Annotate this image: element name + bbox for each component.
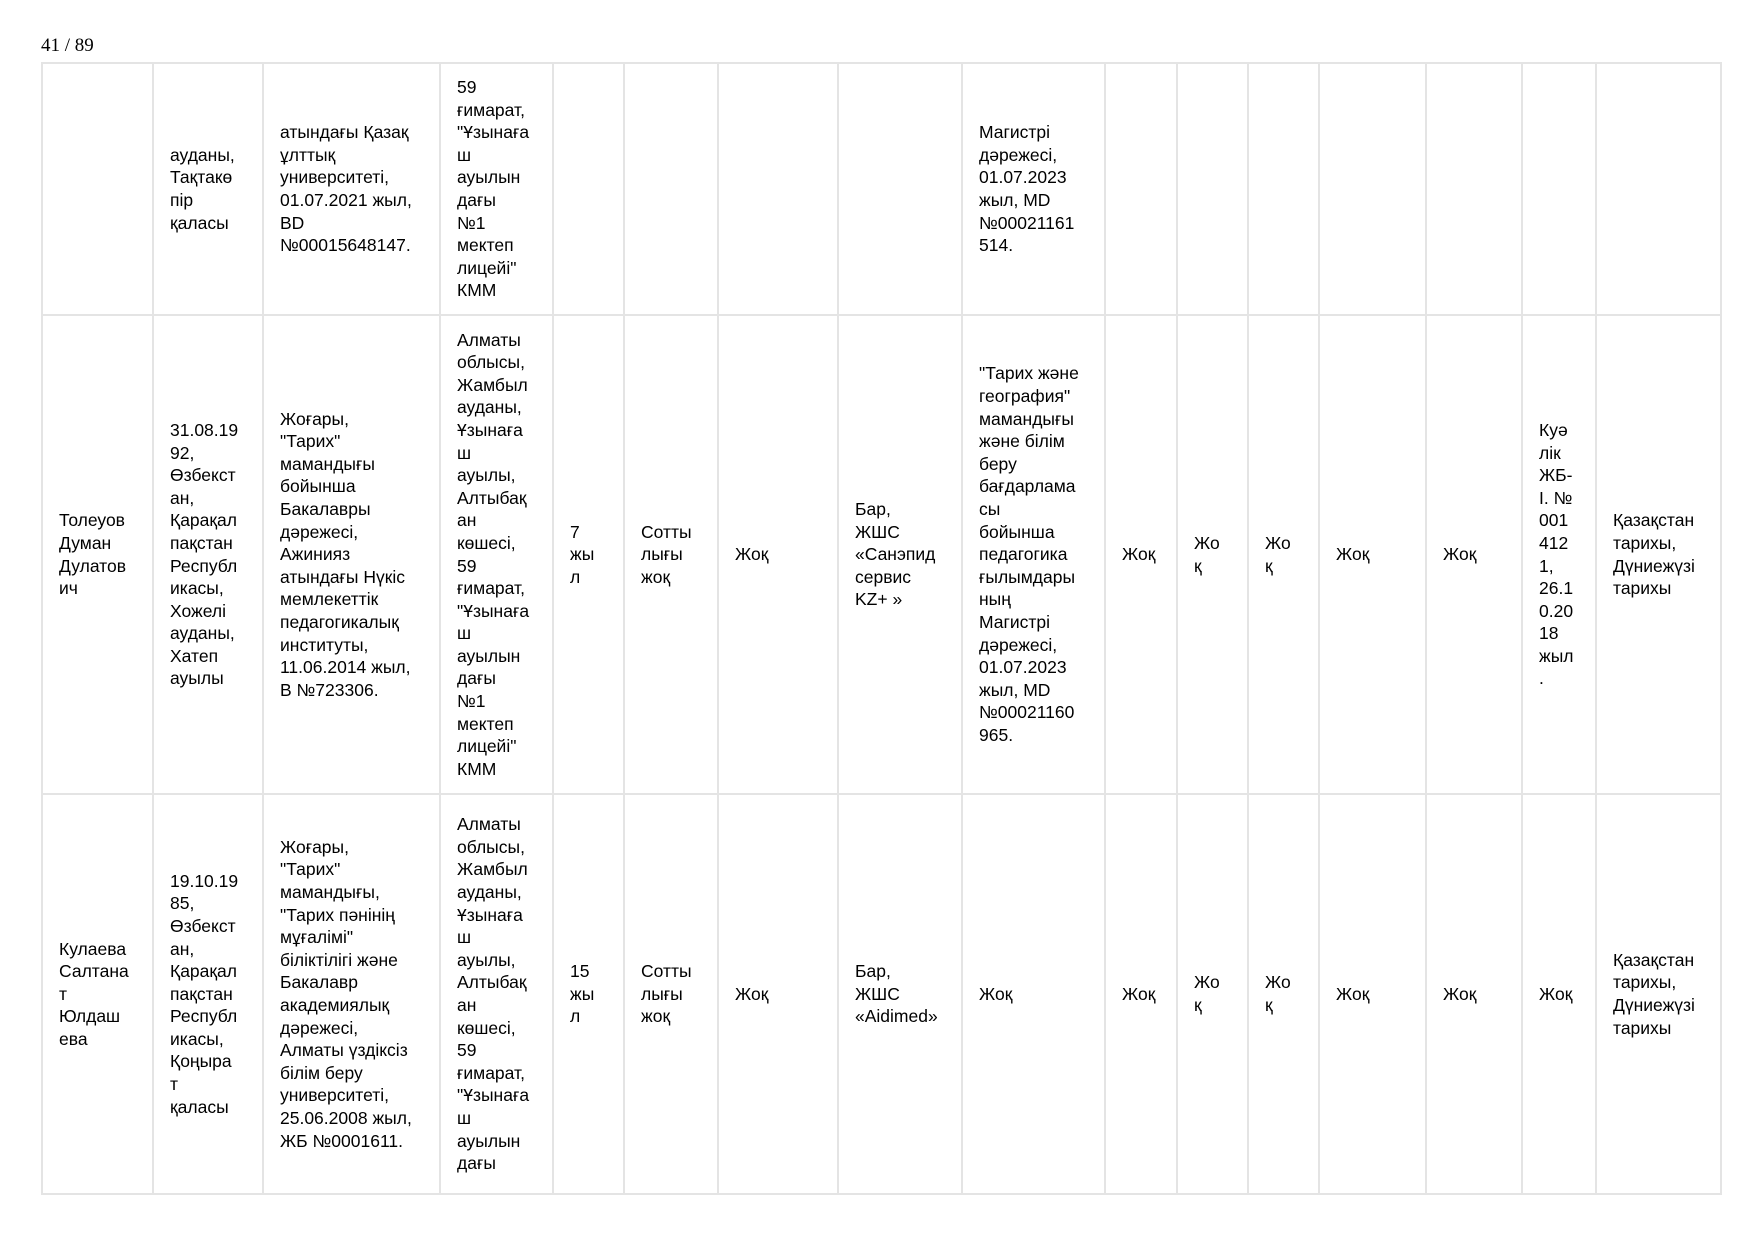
table-cell xyxy=(1596,63,1721,315)
table-cell: Алматы облысы, Жамбыл ауданы, Ұзынаға ш ауылы, Алтыбақ ан көшесі, 59 ғимарат, "Ұзынаға ш ауылын дағы xyxy=(440,794,553,1194)
table-cell: Сотты лығы жоқ xyxy=(624,794,718,1194)
table-cell: Жоқ xyxy=(718,315,838,794)
table-row xyxy=(42,315,1721,794)
page-indicator: 41 / 89 xyxy=(41,35,94,56)
table-cell: Қазақстан тарихы, Дүниежүзі тарихы xyxy=(1596,794,1721,1194)
table-row xyxy=(42,794,1721,1194)
table-cell: Жо қ xyxy=(1248,794,1319,1194)
table-cell xyxy=(718,63,838,315)
table-cell: атындағы Қазақ ұлттық университеті, 01.07.2021 жыл, BD №00015648147. xyxy=(263,63,440,315)
table-cell: Жоқ xyxy=(1105,315,1177,794)
table-cell: Жо қ xyxy=(1177,794,1248,1194)
table-cell: Кулаева Салтана т Юлдаш ева xyxy=(42,794,153,1194)
table-cell: Куә лік ЖБ- I. № 001 412 1, 26.1 0.20 18 жыл . xyxy=(1522,315,1596,794)
table-cell: Жоқ xyxy=(718,794,838,1194)
table-cell xyxy=(1177,63,1248,315)
table-cell: Жо қ xyxy=(1177,315,1248,794)
table-cell: Жоқ xyxy=(1522,794,1596,1194)
table-cell: 15 жы л xyxy=(553,794,624,1194)
table-cell xyxy=(1426,63,1522,315)
table-cell xyxy=(553,63,624,315)
table-cell: 31.08.19 92, Өзбекст ан, Қарақал пақстан Республ икасы, Хожелі ауданы, Хатеп ауылы xyxy=(153,315,263,794)
table-cell: Толеуов Думан Дулатов ич xyxy=(42,315,153,794)
table-cell: Алматы облысы, Жамбыл ауданы, Ұзынаға ш ауылы, Алтыбақ ан көшесі, 59 ғимарат, "Ұзынаға ш ауылын дағы №1 мектеп лицейі" КММ xyxy=(440,315,553,794)
staff-table xyxy=(41,62,1722,1195)
table-row xyxy=(42,63,1721,315)
table-cell: Бар, ЖШС «Aidimed» xyxy=(838,794,962,1194)
table-cell: 7 жы л xyxy=(553,315,624,794)
table-cell: Жоғары, "Тарих" мамандығы, "Тарих пәнінің мұғалімі" біліктілігі және Бакалавр академиялық дәрежесі, Алматы үздіксіз білім беру университеті, 25.06.2008 жыл, ЖБ №0001611. xyxy=(263,794,440,1194)
table-cell xyxy=(1522,63,1596,315)
table-cell: Жоқ xyxy=(1319,315,1426,794)
table-cell: Жоқ xyxy=(1426,315,1522,794)
table-cell: Сотты лығы жоқ xyxy=(624,315,718,794)
table-cell: ауданы, Тақтакө пір қаласы xyxy=(153,63,263,315)
table-cell: Жоқ xyxy=(1319,794,1426,1194)
table-cell xyxy=(1248,63,1319,315)
table-cell: 59 ғимарат, "Ұзынаға ш ауылын дағы №1 мектеп лицейі" КММ xyxy=(440,63,553,315)
table-cell: Бар, ЖШС «Санэпид сервис KZ+ » xyxy=(838,315,962,794)
table-cell xyxy=(838,63,962,315)
table-cell: Қазақстан тарихы, Дүниежүзі тарихы xyxy=(1596,315,1721,794)
table-cell: Магистрі дәрежесі, 01.07.2023 жыл, MD №00021161 514. xyxy=(962,63,1105,315)
table-cell xyxy=(42,63,153,315)
table-cell xyxy=(1319,63,1426,315)
table-cell: Жоқ xyxy=(1426,794,1522,1194)
table-cell xyxy=(624,63,718,315)
table-cell: Жо қ xyxy=(1248,315,1319,794)
table-cell: Жоқ xyxy=(1105,794,1177,1194)
table-cell: Жоқ xyxy=(962,794,1105,1194)
table-cell xyxy=(1105,63,1177,315)
table-cell: 19.10.19 85, Өзбекст ан, Қарақал пақстан Республ икасы, Қоңыра т қаласы xyxy=(153,794,263,1194)
table-cell: "Тарих және география" мамандығы және білім беру бағдарлама сы бойынша педагогика ғылымдары ның Магистрі дәрежесі, 01.07.2023 жыл, MD №00021160 965. xyxy=(962,315,1105,794)
table-cell: Жоғары, "Тарих" мамандығы бойынша Бакалавры дәрежесі, Ажинияз атындағы Нүкіс мемлекеттік педагогикалық институты, 11.06.2014 жыл, B №723306. xyxy=(263,315,440,794)
